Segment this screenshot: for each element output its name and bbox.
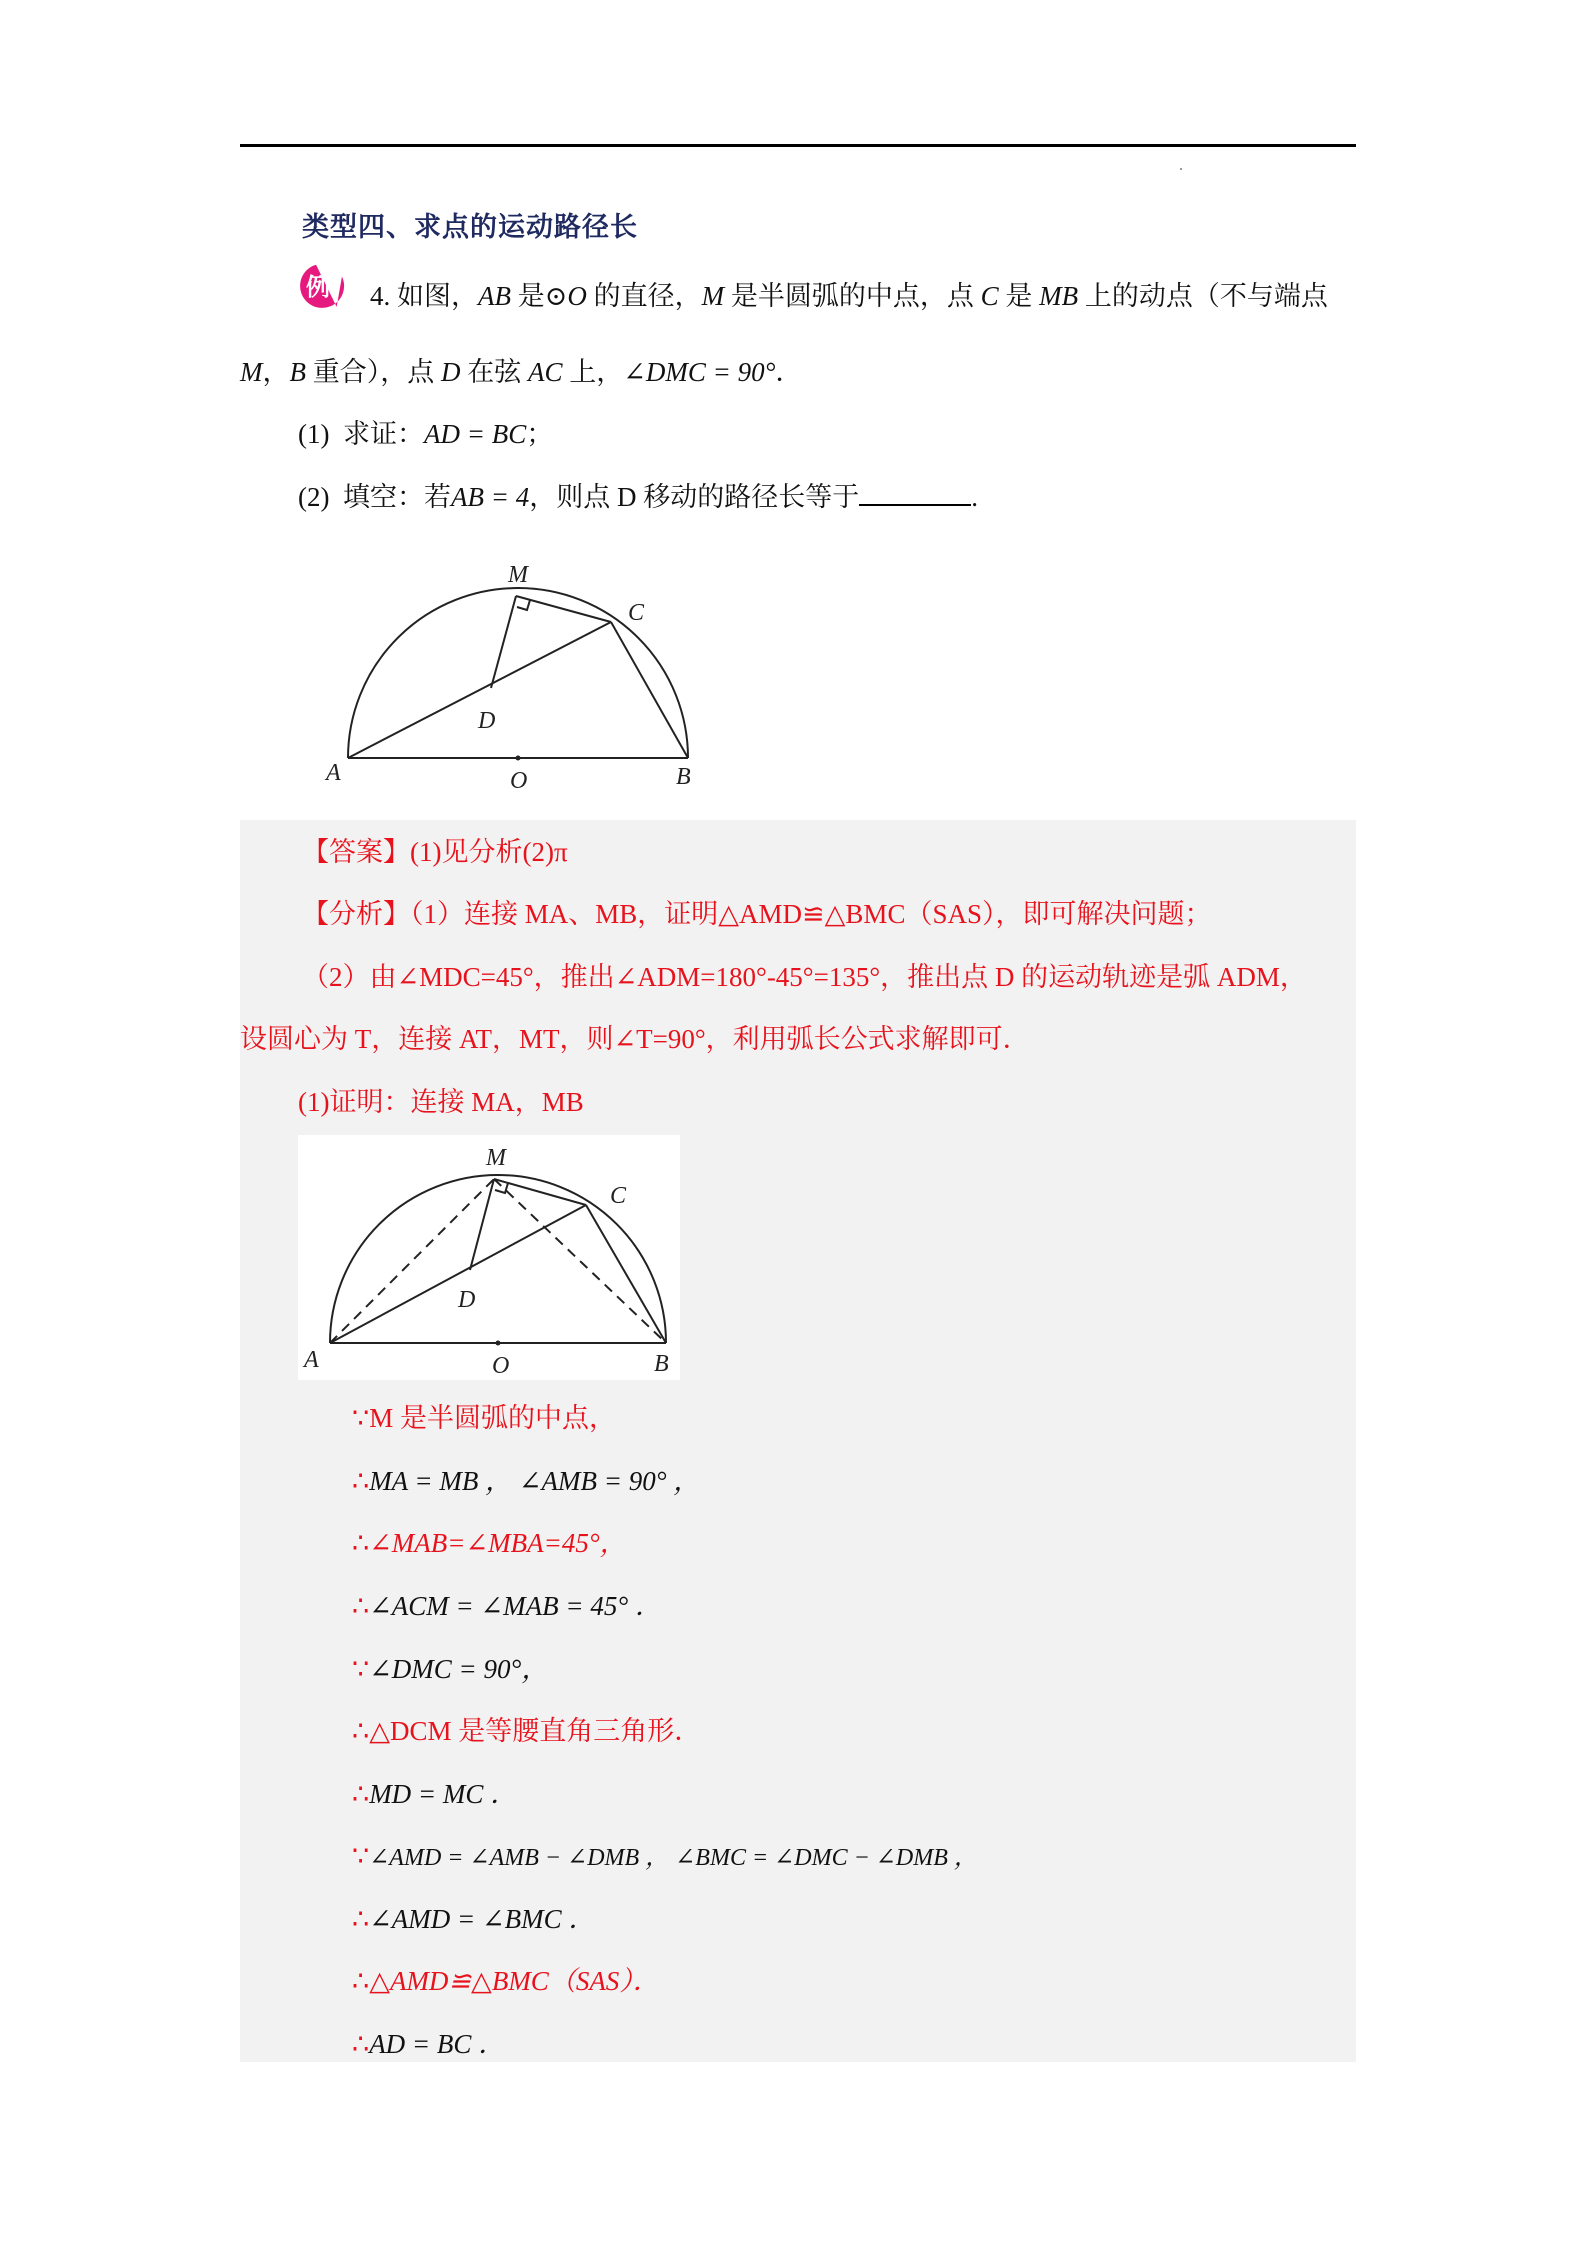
section-title: 类型四、求点的运动路径长 (302, 212, 638, 243)
svg-text:D: D (478, 708, 496, 734)
proof-step: ∴AD = BC ． (352, 2029, 506, 2059)
proof-step: ∴∠MAB=∠MBA=45°， (352, 1528, 627, 1558)
proof-step: ∴∠ACM = ∠MAB = 45° ． (352, 1591, 662, 1621)
svg-text:B: B (676, 764, 691, 790)
svg-text:D: D (458, 1287, 476, 1313)
svg-text:O: O (492, 1353, 510, 1379)
svg-text:C: C (628, 600, 645, 626)
proof-step: ∴∠AMD = ∠BMC ． (352, 1904, 596, 1934)
svg-text:C: C (610, 1183, 627, 1209)
proof-step: ∴MA = MB ， ∠AMB = 90° ， (352, 1466, 701, 1496)
page-mark (1180, 168, 1182, 170)
analysis-line-1: 【分析】（1）连接 MA、MB，证明△AMD≌△BMC（SAS），即可解决问题； (302, 899, 1212, 929)
proof-step: ∵∠AMD = ∠AMB − ∠DMB ， ∠BMC = ∠DMC − ∠DMB ， (352, 1841, 978, 1871)
svg-text:M: M (508, 562, 528, 588)
proof-step: ∴△AMD≌△BMC（SAS）． (352, 1966, 660, 1996)
svg-text:A: A (304, 1347, 319, 1373)
proof-step: ∴MD = MC ． (352, 1779, 518, 1809)
proof-intro: (1)证明：连接 MA，MB (298, 1087, 584, 1117)
analysis-line-3: 设圆心为 T，连接 AT，MT，则∠T=90°，利用弧长公式求解即可． (240, 1024, 1030, 1054)
figure-semicircle-2 (298, 1135, 680, 1380)
proof-step: ∴△DCM 是等腰直角三角形． (352, 1716, 702, 1746)
proof-step: ∵M 是半圆弧的中点， (352, 1403, 616, 1433)
example-badge-icon (297, 262, 347, 312)
svg-text:例: 例 (306, 273, 330, 301)
answer-blank (859, 478, 971, 506)
svg-text:O: O (510, 768, 528, 794)
problem-line-1: 4. 如图，AB 是⊙O 的直径，M 是半圆弧的中点，点 C 是 MB 上的动点（不与端点 (370, 276, 1328, 316)
question-2: (2) 填空：若AB = 4，则点 D 移动的路径长等于 . (298, 477, 978, 517)
analysis-line-2: （2）由∠MDC=45°，推出∠ADM=180°-45°=135°，推出点 D 的运动轨迹是弧 ADM， (302, 962, 1307, 992)
answer-line: 【答案】(1)见分析(2)π (302, 837, 568, 867)
svg-text:M: M (486, 1145, 506, 1171)
svg-text:B: B (654, 1351, 669, 1377)
question-1: (1) 求证：AD = BC； (298, 419, 554, 449)
arc-mb-symbol: MB (1039, 281, 1079, 311)
figure-semicircle-1 (318, 548, 748, 798)
proof-step: ∵∠DMC = 90°， (352, 1654, 549, 1684)
header-rule (240, 144, 1356, 147)
svg-text:A: A (326, 760, 341, 786)
problem-line-2: M，B 重合），点 D 在弦 AC 上，∠DMC = 90°． (240, 357, 803, 387)
